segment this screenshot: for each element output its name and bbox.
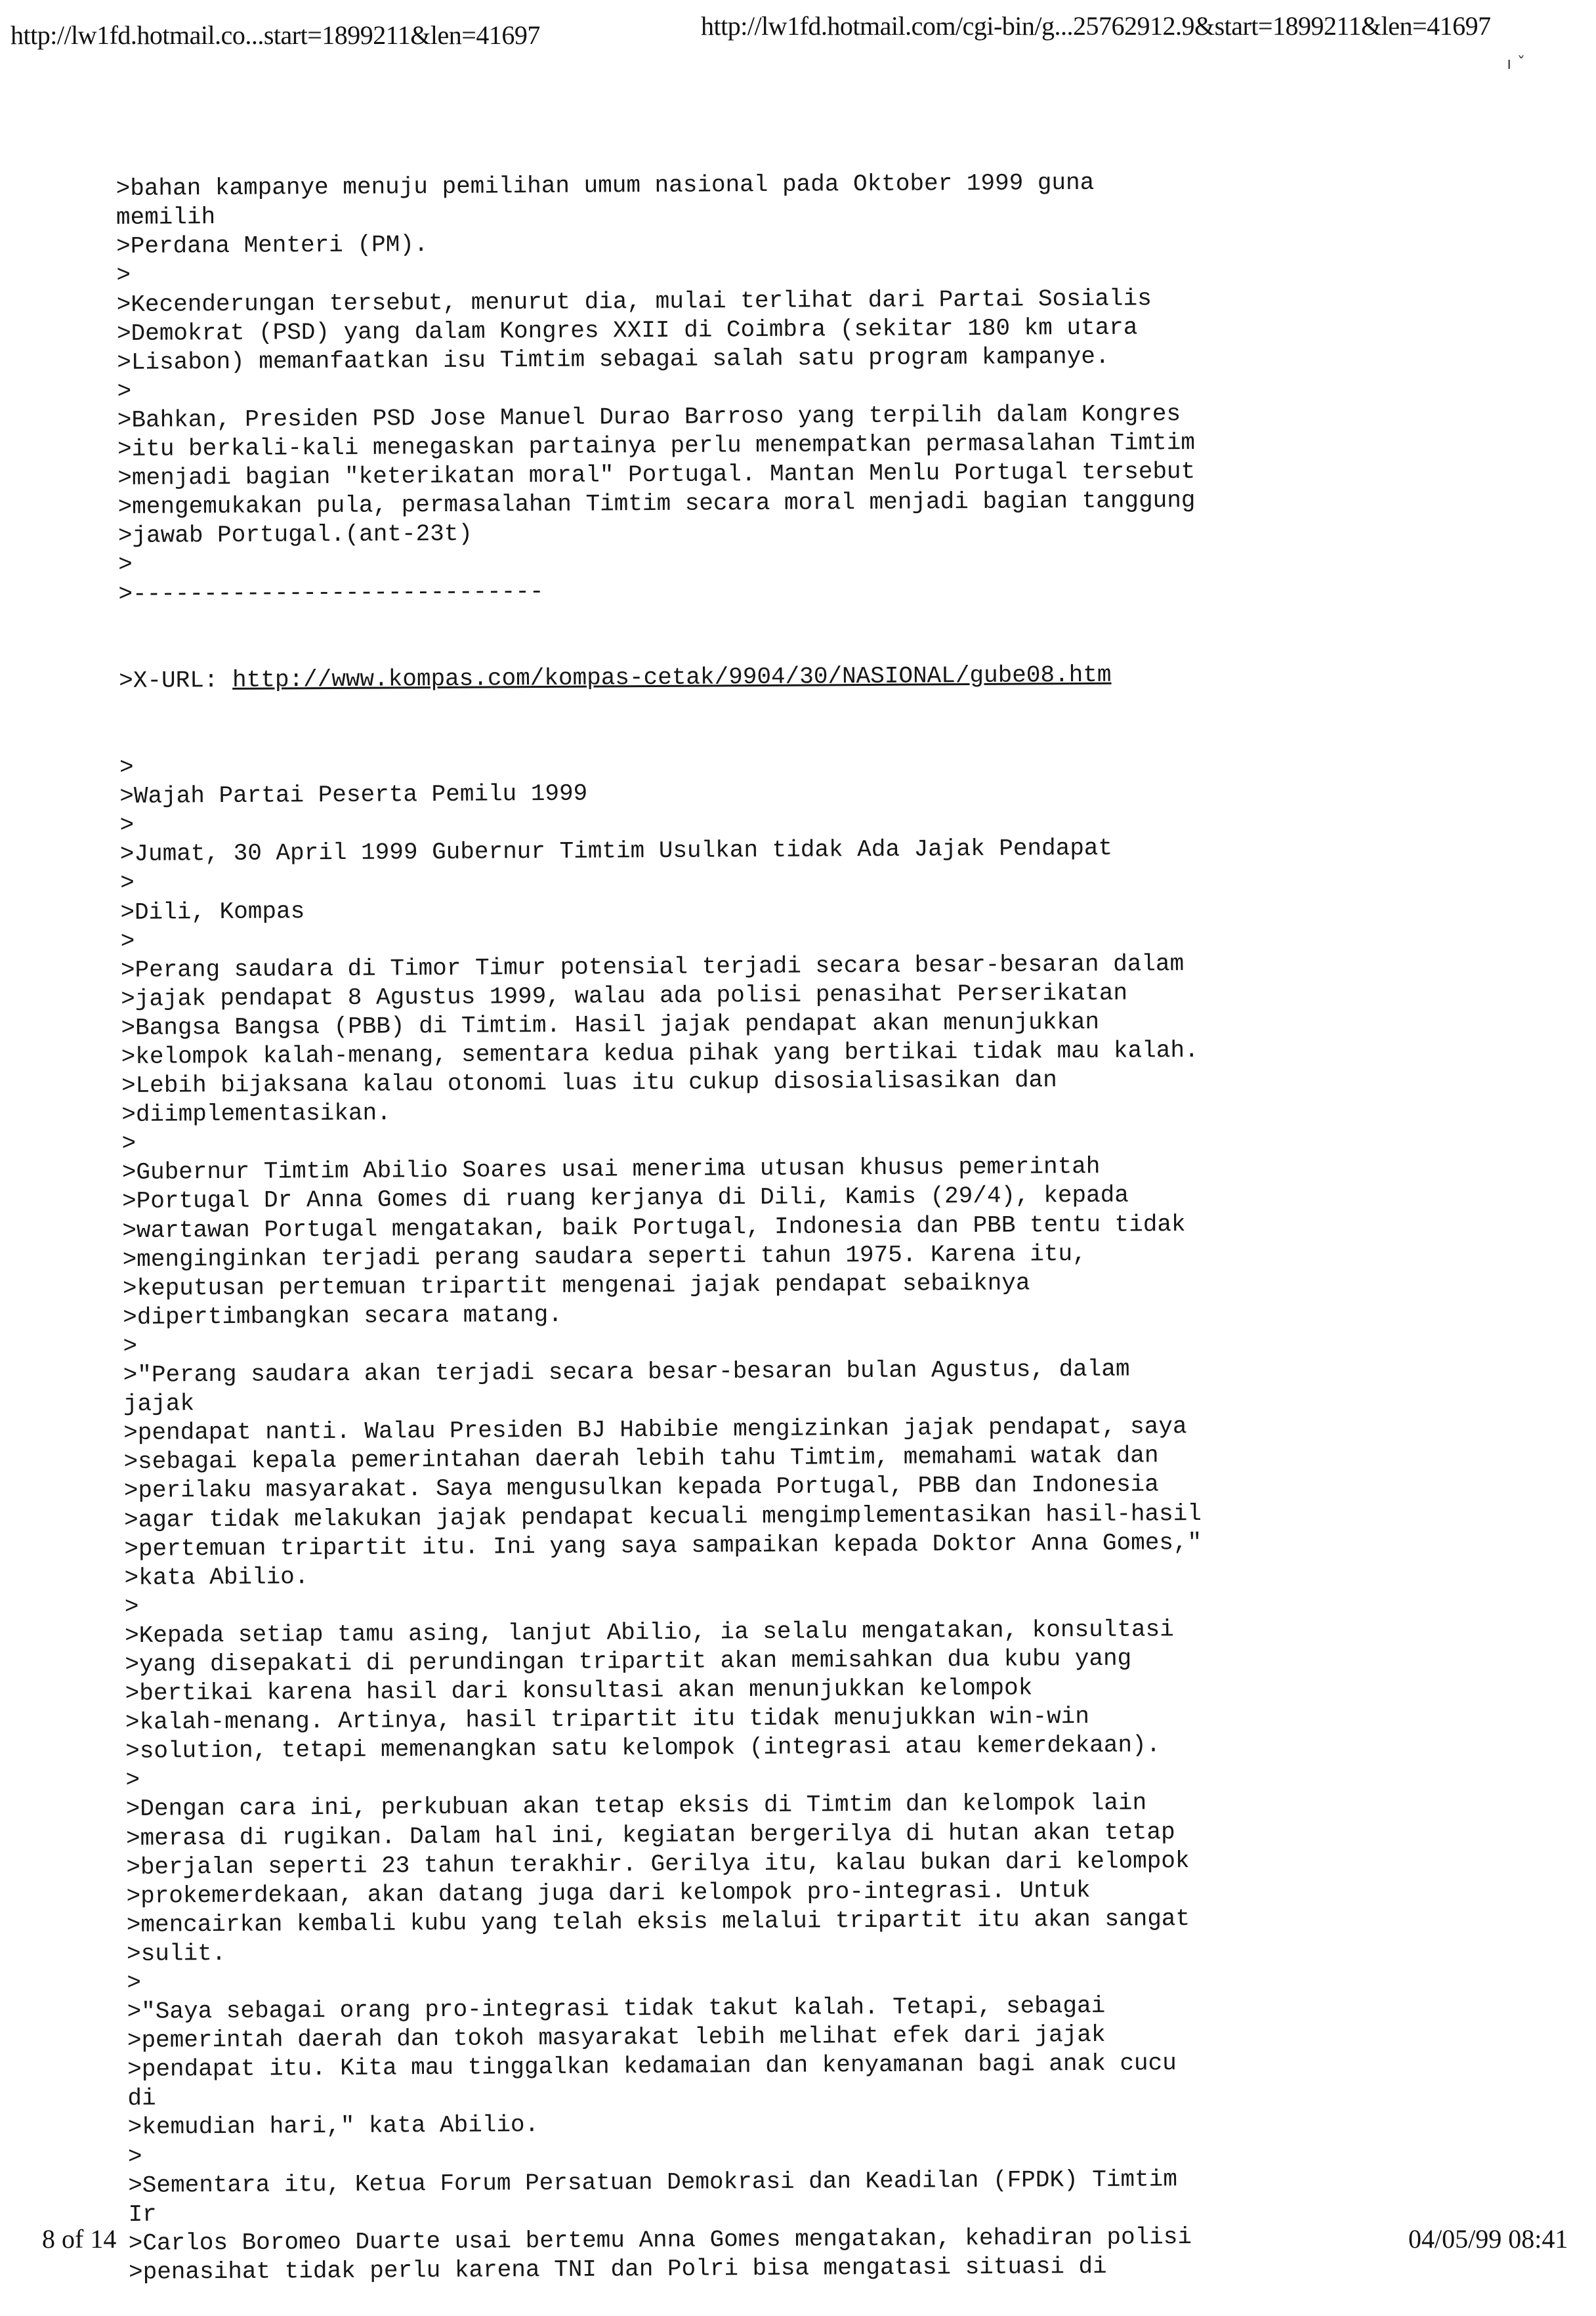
- body-line: >Kepada setiap tamu asing, lanjut Abilio, ia selalu mengatakan, konsultasi: [125, 1616, 1174, 1649]
- body-line: memilih: [116, 203, 216, 232]
- body-line: >pemerintah daerah dan tokoh masyarakat lebih melihat efek dari jajak: [127, 2021, 1106, 2055]
- body-line: >: [116, 262, 131, 289]
- body-line: >kalah-menang. Artinya, hasil tripartit itu tidak menujukkan win-win: [125, 1703, 1090, 1737]
- body-line: >: [125, 1767, 140, 1794]
- body-line: >pendapat itu. Kita mau tinggalkan kedamaian dan kenyamanan bagi anak cucu: [127, 2050, 1177, 2084]
- body-line: >Bahkan, Presiden PSD Jose Manuel Durao Barroso yang terpilih dalam Kongres: [117, 400, 1181, 434]
- body-line: >mengemukakan pula, permasalahan Timtim secara moral menjadi bagian tanggung: [117, 487, 1196, 521]
- body-line: >penasihat tidak perlu karena TNI dan Polri bisa mengatasi situasi di: [128, 2252, 1107, 2286]
- body-line: >sebagai kepala pemerintahan daerah lebih tahu Timtim, memahami watak dan: [123, 1442, 1159, 1476]
- body-line: >jawab Portugal.(ant-23t): [117, 520, 473, 550]
- body-line: >Bangsa Bangsa (PBB) di Timtim. Hasil jajak pendapat akan menunjukkan: [121, 1008, 1100, 1042]
- email-body-part-1: [116, 166, 1563, 609]
- body-line: >Dengan cara ini, perkubuan akan tetap eksis di Timtim dan kelompok lain: [125, 1789, 1147, 1823]
- body-line: >: [119, 753, 134, 782]
- body-line: >"Perang saudara akan terjadi secara besar-besaran bulan Agustus, dalam: [123, 1355, 1130, 1389]
- body-line: >Sementara itu, Ketua Forum Persatuan Demokrasi dan Keadilan (FPDK) Timtim: [128, 2165, 1178, 2199]
- page-number: 8 of 14: [42, 2224, 117, 2254]
- body-line: >berjalan seperti 23 tahun terakhir. Gerilya itu, kalau bukan dari kelompok: [126, 1847, 1190, 1881]
- header-url-full: http://lw1fd.hotmail.com/cgi-bin/g...25762912.9&start=1899211&len=41697: [701, 11, 1491, 41]
- scan-mark: ı ˇ: [1507, 54, 1526, 74]
- body-line: >Perdana Menteri (PM).: [116, 231, 429, 261]
- body-line: >Demokrat (PSD) yang dalam Kongres XXII di Coimbra (sekitar 180 km utara: [116, 314, 1138, 347]
- body-line: >Jumat, 30 April 1999 Gubernur Timtim Usulkan tidak Ada Jajak Pendapat: [119, 835, 1113, 868]
- body-line: >Wajah Partai Peserta Pemilu 1999: [119, 780, 588, 811]
- body-line: >jajak pendapat 8 Agustus 1999, walau ada polisi penasihat Perserikatan: [121, 979, 1128, 1013]
- body-line: >menginginkan terjadi perang saudara seperti tahun 1975. Karena itu,: [122, 1240, 1087, 1273]
- body-line: >merasa di rugikan. Dalam hal ini, kegiatan bergerilya di hutan akan tetap: [125, 1818, 1175, 1852]
- body-line: >Kecenderungan tersebut, menurut dia, mulai terlihat dari Partai Sosialis: [116, 284, 1152, 318]
- email-body-part-2: [119, 745, 1572, 2287]
- body-line: >: [117, 377, 132, 405]
- body-line: >: [120, 927, 135, 955]
- body-line: >solution, tetapi memenangkan satu kelompok (integrasi atau kemerdekaan).: [125, 1731, 1161, 1765]
- body-line: >yang disepakati di perundingan tripartit akan memisahkan dua kubu yang: [125, 1645, 1132, 1678]
- x-url-link[interactable]: http://www.kompas.com/kompas-cetak/9904/30/NASIONAL/gube08.htm: [232, 661, 1112, 694]
- body-line: >prokemerdekaan, akan datang juga dari kelompok pro-integrasi. Untuk: [126, 1876, 1091, 1910]
- body-line: jajak: [123, 1390, 195, 1418]
- body-line: >: [127, 1969, 142, 1996]
- body-line: >bertikai karena hasil dari konsultasi akan menunjukkan kelompok: [125, 1674, 1033, 1708]
- body-line: >Gubernur Timtim Abilio Soares usai menerima utusan khusus pemerintah: [121, 1153, 1101, 1187]
- body-line: >diimplementasikan.: [121, 1099, 391, 1129]
- body-line: di: [127, 2085, 156, 2113]
- email-body: [116, 108, 1572, 2316]
- body-line: >: [124, 1593, 139, 1620]
- body-line: >pertemuan tripartit itu. Ini yang saya sampaikan kepada Doktor Anna Gomes,": [124, 1528, 1202, 1563]
- body-line: >agar tidak melakukan jajak pendapat kecuali mengimplementasikan hasil-hasil: [123, 1500, 1202, 1534]
- body-line: >bahan kampanye menuju pemilihan umum nasional pada Oktober 1999 guna: [116, 169, 1095, 203]
- body-line: >: [119, 812, 135, 839]
- body-line: >keputusan pertemuan tripartit mengenai jajak pendapat sebaiknya: [122, 1269, 1030, 1302]
- body-line: >wartawan Portugal mengatakan, baik Portugal, Indonesia dan PBB tentu tidak: [122, 1210, 1186, 1244]
- body-line: >dipertimbangkan secara matang.: [123, 1301, 563, 1331]
- body-line: >Carlos Boromeo Duarte usai bertemu Anna Gomes mengatakan, kehadiran polisi: [128, 2223, 1192, 2257]
- body-line: >kelompok kalah-menang, sementara kedua pihak yang bertikai tidak mau kalah.: [121, 1036, 1199, 1070]
- body-line: >Portugal Dr Anna Gomes di ruang kerjanya di Dili, Kamis (29/4), kepada: [121, 1182, 1129, 1215]
- x-url-line: [119, 658, 1563, 696]
- body-line: >: [127, 2143, 142, 2170]
- body-line: >Perang saudara di Timor Timur potensial terjadi secara besar-besaran dalam: [120, 950, 1185, 984]
- body-line: >: [118, 551, 133, 579]
- print-timestamp: 04/05/99 08:41: [1408, 2224, 1568, 2254]
- body-line: >: [120, 870, 135, 897]
- body-line: >mencairkan kembali kubu yang telah eksis melalui tripartit itu akan sangat: [126, 1905, 1190, 1939]
- body-line: Ir: [128, 2200, 157, 2228]
- body-line: >Dili, Kompas: [120, 897, 305, 926]
- body-line: >sulit.: [126, 1939, 226, 1968]
- body-line: >kata Abilio.: [124, 1563, 309, 1591]
- body-line: >: [121, 1130, 136, 1158]
- header-url-short: http://lw1fd.hotmail.co...start=1899211&len=41697: [10, 20, 540, 50]
- body-line: >kemudian hari," kata Abilio.: [127, 2111, 539, 2141]
- body-line: >"Saya sebagai orang pro-integrasi tidak takut kalah. Tetapi, sebagai: [127, 1992, 1106, 2026]
- body-line: >Lebih bijaksana kalau otonomi luas itu cukup disosialisasikan dan: [121, 1066, 1057, 1100]
- body-line: >-----------------------------: [118, 578, 544, 608]
- body-line: >Lisabon) memanfaatkan isu Timtim sebagai salah satu program kampanye.: [117, 343, 1110, 376]
- body-line: >pendapat nanti. Walau Presiden BJ Habibie mengizinkan jajak pendapat, saya: [123, 1413, 1187, 1447]
- body-line: >: [123, 1332, 138, 1360]
- body-line: >itu berkali-kali menegaskan partainya perlu menempatkan permasalahan Timtim: [117, 429, 1196, 463]
- x-url-label: >X-URL:: [119, 666, 233, 694]
- body-line: >menjadi bagian "keterikatan moral" Portugal. Mantan Menlu Portugal tersebut: [117, 458, 1196, 492]
- body-line: >perilaku masyarakat. Saya mengusulkan kepada Portugal, PBB dan Indonesia: [123, 1471, 1159, 1505]
